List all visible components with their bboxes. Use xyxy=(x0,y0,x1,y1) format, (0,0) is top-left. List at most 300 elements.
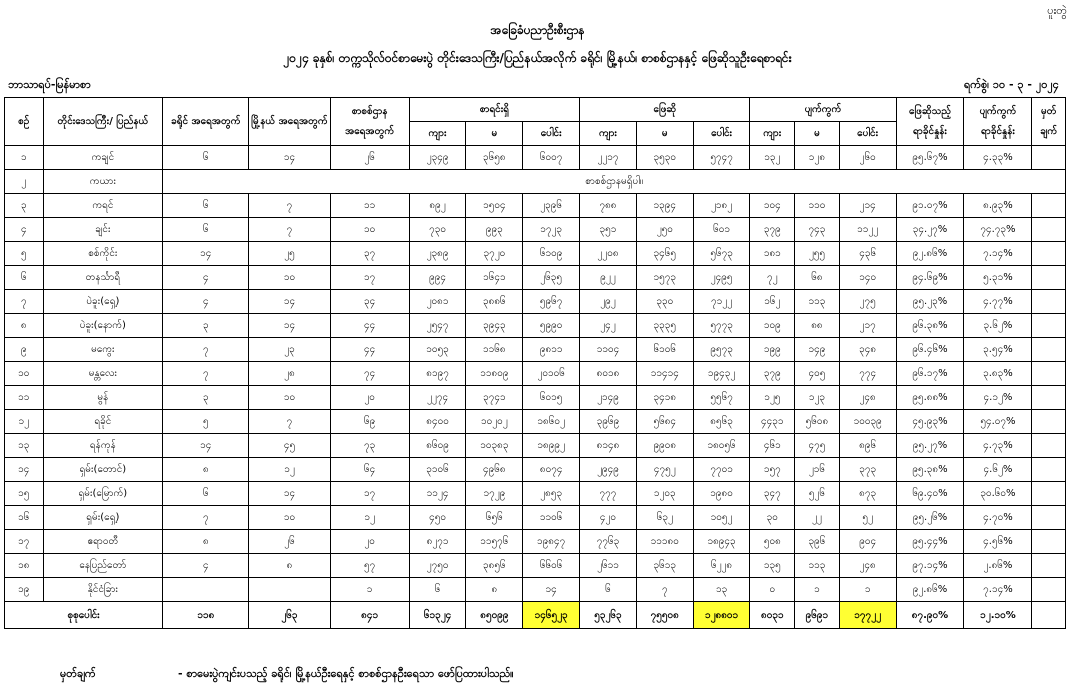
row-rm: ၈၄၀၀ xyxy=(409,410,466,434)
row-rm: ၂၂၇၄ xyxy=(409,386,466,410)
row-af: ၁၁၀ xyxy=(795,194,840,218)
row-af: ၁၁၃ xyxy=(795,290,840,314)
row-sp: ၉၅.၂၇% xyxy=(896,434,964,458)
row-ap: ၇.၁၄% xyxy=(964,242,1032,266)
row-af: ၄၀၅ xyxy=(795,362,840,386)
row-sm: ၂၂၁၇ xyxy=(580,146,637,170)
row-af: ၄၇၅ xyxy=(795,434,840,458)
row-no: ၃ xyxy=(5,194,44,218)
row-t: ၇ xyxy=(249,410,330,434)
table-row xyxy=(5,386,1066,410)
row-t: ၁၄ xyxy=(249,290,330,314)
row-t: ၂၃ xyxy=(249,338,330,362)
row-t: ၂၅ xyxy=(249,242,330,266)
page-title: အခြေခံပညာဦးစီးဌာန xyxy=(490,23,585,37)
row-remark xyxy=(1032,578,1066,602)
row-ap: ၄.၇၇% xyxy=(964,290,1032,314)
row-ap: ၄.၃၃% xyxy=(964,146,1032,170)
note-text: - စာမေးပွဲကျင်းပသည့် ခရိုင်၊ မြို့နယ်ဦးရေနှင့် စာစစ်ဌာနဦးရေသာ ဖော်ပြထားပါသည်။ xyxy=(178,667,514,680)
row-am: ၄၆၁ xyxy=(750,434,795,458)
header-absent: ပျက်ကွက် xyxy=(750,98,896,122)
page-subtitle: ၂၀၂၄ ခုနှစ်၊ တက္ကသိုလ်ဝင်စာမေးပွဲ တိုင်းဒေသကြီး/ပြည်နယ်အလိုက် ခရိုင်၊ မြို့နယ်၊ စာစစ်ဌာနနှင့် ဖြေဆိုသူဦးရေစာရင်း xyxy=(283,51,792,65)
row-rf: ၁၁၈၀၉ xyxy=(466,362,523,386)
row-am: ၃၇၉ xyxy=(750,362,795,386)
row-sm: ၁၁၀၄ xyxy=(580,338,637,362)
row-rt: ၂၃၉၆ xyxy=(523,194,580,218)
row-t: ၁၀ xyxy=(249,386,330,410)
row-t: ၁၄ xyxy=(249,314,330,338)
header-remark: မှတ် ချက် xyxy=(1032,98,1066,146)
row-af: ၃၉၆ xyxy=(795,530,840,554)
row-at: ၅၂ xyxy=(839,506,896,530)
row-rm: ၃၁၀၆ xyxy=(409,458,466,482)
row-rm: ၂၃၈၉ xyxy=(409,242,466,266)
row-region: နေပြည်တော် xyxy=(43,554,163,578)
row-d: ၆ xyxy=(163,218,249,242)
row-rt: ၁၇၂၃ xyxy=(523,218,580,242)
date-label: ရက်စွဲ၊ ၁၀ - ၃ - ၂၀၂၄ xyxy=(963,78,1059,91)
row-region: ရန်ကုန် xyxy=(43,434,163,458)
row-st: ၁၉၈၀ xyxy=(693,482,750,506)
total-reg-male: ၆၁၃၂၄ xyxy=(409,602,466,629)
row-t: ၂၆ xyxy=(249,530,330,554)
row-sm: ၂၉၂ xyxy=(580,290,637,314)
row-af: ၁၁၃ xyxy=(795,554,840,578)
row-sm: ၈၁၄၈ xyxy=(580,434,637,458)
row-sm: ၄၂၀ xyxy=(580,506,637,530)
row-sf: ၉၉၀၈ xyxy=(636,434,693,458)
row-at: ၂၁၄ xyxy=(839,194,896,218)
header-female: မ xyxy=(795,122,840,146)
total-absent-total: ၁၇၇၂၂ xyxy=(839,602,896,629)
row-no: ၁၁ xyxy=(5,386,44,410)
row-remark xyxy=(1032,194,1066,218)
row-at: ၁၁၂၂ xyxy=(839,218,896,242)
row-remark xyxy=(1032,458,1066,482)
header-district: ခရိုင် အရေအတွက် xyxy=(163,98,249,146)
row-rm: ၁၁၂၄ xyxy=(409,482,466,506)
row-at: ၉၀၄ xyxy=(839,530,896,554)
table-row xyxy=(5,314,1066,338)
row-sm: ၂၄၂ xyxy=(580,314,637,338)
row-sf: ၇ xyxy=(636,578,693,602)
row-am: ၀ xyxy=(750,578,795,602)
total-reg-female: ၈၅၀၉၉ xyxy=(466,602,523,629)
row-am: ၄၄၃၁ xyxy=(750,410,795,434)
row-d: ၁၄ xyxy=(163,434,249,458)
row-c: ၄၄ xyxy=(330,314,409,338)
row-rf: ၆၅၆ xyxy=(466,506,523,530)
row-remark xyxy=(1032,146,1066,170)
row-rf: ၈ xyxy=(466,578,523,602)
total-row xyxy=(5,602,1066,629)
row-c: ၂၀ xyxy=(330,386,409,410)
row-c: ၆၄ xyxy=(330,458,409,482)
row-t: ၁၂ xyxy=(249,458,330,482)
table-row xyxy=(5,482,1066,506)
row-rt: ၈၀၇၄ xyxy=(523,458,580,482)
row-c: ၆၉ xyxy=(330,410,409,434)
row-af: ၇၄၃ xyxy=(795,218,840,242)
row-am: ၁၆၂ xyxy=(750,290,795,314)
row-rt: ၆၀၀၇ xyxy=(523,146,580,170)
row-remark xyxy=(1032,434,1066,458)
row-af: ၁၂၈ xyxy=(795,146,840,170)
row-c: ၃၄ xyxy=(330,290,409,314)
row-no: ၁၃ xyxy=(5,434,44,458)
header-male: ကျား xyxy=(580,122,637,146)
row-sm: ၃၉၆၉ xyxy=(580,410,637,434)
row-c: ၄၄ xyxy=(330,338,409,362)
row-no: ၁၈ xyxy=(5,554,44,578)
row-am: ၁၀၄ xyxy=(750,194,795,218)
total-reg-total: ၁၄၆၅၂၃ xyxy=(523,602,580,629)
row-d: ၆ xyxy=(163,194,249,218)
row-rf: ၃၉၄၃ xyxy=(466,314,523,338)
row-af: ၁၄၉ xyxy=(795,338,840,362)
row-rm: ၆ xyxy=(409,578,466,602)
row-region: မန္တလေး xyxy=(43,362,163,386)
row-at: ၃၇၃ xyxy=(839,458,896,482)
row-region: ရှမ်း(ရှေ့) xyxy=(43,506,163,530)
row-ap: ၇၄.၇၃% xyxy=(964,218,1032,242)
row-c: ၂၀ xyxy=(330,530,409,554)
row-rt: ၅၉၆၇ xyxy=(523,290,580,314)
row-am: ၃၀ xyxy=(750,506,795,530)
row-st: ၅၇၇၃ xyxy=(693,314,750,338)
row-c: ၁၁ xyxy=(330,194,409,218)
row-rt: ၆၆၀၆ xyxy=(523,554,580,578)
row-d: ၃ xyxy=(163,314,249,338)
row-sf: ၃၄၆၅ xyxy=(636,242,693,266)
row-sp: ၉၅.၂၆% xyxy=(896,506,964,530)
row-rf: ၁၆၄၁ xyxy=(466,266,523,290)
total-district: ၁၁၈ xyxy=(163,602,249,629)
row-at: ၈၇၃ xyxy=(839,482,896,506)
row-ap: ၅.၃၁% xyxy=(964,266,1032,290)
row-sf: ၁၅၇၃ xyxy=(636,266,693,290)
row-ap: ၃.၅၄% xyxy=(964,338,1032,362)
row-st: ၂၁၈၂ xyxy=(693,194,750,218)
row-st: ၅၆၇၃ xyxy=(693,242,750,266)
row-remark xyxy=(1032,242,1066,266)
row-sp: ၆၉.၄၀% xyxy=(896,482,964,506)
row-ap: ၇.၁၄% xyxy=(964,578,1032,602)
header-male: ကျား xyxy=(750,122,795,146)
row-sm: ၉၂၂ xyxy=(580,266,637,290)
row-af: ၂၁၆ xyxy=(795,458,840,482)
row-d: ၈ xyxy=(163,458,249,482)
row-sp: ၉၂.၈၆% xyxy=(896,578,964,602)
row-c: ၇၄ xyxy=(330,362,409,386)
row-am: ၁၂၅ xyxy=(750,386,795,410)
table-row xyxy=(5,218,1066,242)
row-c: ၁၇ xyxy=(330,482,409,506)
header-sat: ဖြေဆို xyxy=(580,98,750,122)
row-st: ၂၄၉၅ xyxy=(693,266,750,290)
row-st: ၁၀၅၂ xyxy=(693,506,750,530)
row-at: ၂၁၇ xyxy=(839,314,896,338)
row-sf: ၅၆၈၄ xyxy=(636,410,693,434)
row-sf: ၆၁၀၆ xyxy=(636,338,693,362)
row-sf: ၁၁၄၁၄ xyxy=(636,362,693,386)
row-c: ၁ xyxy=(330,578,409,602)
row-sm: ၃၅၁ xyxy=(580,218,637,242)
header-registered: စာရင်းရှိ xyxy=(409,98,579,122)
row-no: ၁ xyxy=(5,146,44,170)
table-body xyxy=(5,146,1066,602)
header-no: စဉ် xyxy=(5,98,44,146)
table-row xyxy=(5,434,1066,458)
row-rm: ၈၆၀၉ xyxy=(409,434,466,458)
row-t xyxy=(249,578,330,602)
row-at: ၂၄၈ xyxy=(839,386,896,410)
row-sf: ၃၃၀ xyxy=(636,290,693,314)
row-am: ၁၀၉ xyxy=(750,314,795,338)
total-township: ၂၆၃ xyxy=(249,602,330,629)
row-no: ၁၆ xyxy=(5,506,44,530)
row-d: ၄ xyxy=(163,266,249,290)
total-absent-male: ၈၀၃၁ xyxy=(750,602,795,629)
row-st: ၁၉၄၃၂ xyxy=(693,362,750,386)
row-sm: ၂၁၄၉ xyxy=(580,386,637,410)
row-d: ၇ xyxy=(163,506,249,530)
total-absent-pct: ၁၂.၁၀% xyxy=(964,602,1032,629)
row-ap: ၃.၆၂% xyxy=(964,314,1032,338)
row-sp: ၃၄.၂၇% xyxy=(896,218,964,242)
row-remark xyxy=(1032,410,1066,434)
row-ap: ၂.၈၆% xyxy=(964,554,1032,578)
row-sm: ၇၈၈ xyxy=(580,194,637,218)
row-af: ၅၆၀၈ xyxy=(795,410,840,434)
data-table xyxy=(4,97,1066,629)
row-remark xyxy=(1032,218,1066,242)
row-rf: ၁၀၃၈၃ xyxy=(466,434,523,458)
row-sp: ၉၁.၀၇% xyxy=(896,194,964,218)
row-rt: ၁၈၆၀၂ xyxy=(523,410,580,434)
row-sf: ၃၃၃၅ xyxy=(636,314,693,338)
total-sat-pct: ၈၇.၉၀% xyxy=(896,602,964,629)
header-total: ပေါင်း xyxy=(839,122,896,146)
row-no: ၁၂ xyxy=(5,410,44,434)
row-am: ၁၅၇ xyxy=(750,458,795,482)
row-region: စစ်ကိုင်း xyxy=(43,242,163,266)
row-region: ရှမ်း(မြောက်) xyxy=(43,482,163,506)
row-af: ၁ xyxy=(795,578,840,602)
row-region: ချင်း xyxy=(43,218,163,242)
row-no: ၁၉ xyxy=(5,578,44,602)
row-sf: ၁၃၉၄ xyxy=(636,194,693,218)
row-rt: ၂၀၁၀၆ xyxy=(523,362,580,386)
row-t: ၇ xyxy=(249,194,330,218)
row-sp: ၄၅.၉၃% xyxy=(896,410,964,434)
row-remark xyxy=(1032,266,1066,290)
row-st: ၈၅၆၃ xyxy=(693,410,750,434)
row-empty-note: စာစစ်ဌာနမရှိပါ။ xyxy=(163,170,1066,194)
row-region: ဧရာဝတီ xyxy=(43,530,163,554)
row-sp: ၉၅.၃၈% xyxy=(896,458,964,482)
row-rt: ၁၉၈၄၇ xyxy=(523,530,580,554)
header-region: တိုင်းဒေသကြီး/ ပြည်နယ် xyxy=(43,98,163,146)
row-c: ၁၀ xyxy=(330,218,409,242)
row-d: ၃ xyxy=(163,386,249,410)
row-remark xyxy=(1032,386,1066,410)
row-d: ၆ xyxy=(163,482,249,506)
row-sp: ၉၇.၁၄% xyxy=(896,554,964,578)
table-row xyxy=(5,242,1066,266)
row-at: ၂၆၀ xyxy=(839,146,896,170)
row-ap: ၄.၇၀% xyxy=(964,506,1032,530)
row-st: ၁၈၉၄၃ xyxy=(693,530,750,554)
row-rm: ၈၂၇၁ xyxy=(409,530,466,554)
row-at: ၃၄၈ xyxy=(839,338,896,362)
row-no: ၂ xyxy=(5,170,44,194)
row-t: ၁၄ xyxy=(249,146,330,170)
row-sp: ၉၂.၈၆% xyxy=(896,242,964,266)
row-am: ၃၄၇ xyxy=(750,482,795,506)
row-sp: ၉၆.၁၇% xyxy=(896,362,964,386)
row-ap: ၄.၆၂% xyxy=(964,458,1032,482)
row-am: ၁၉၉ xyxy=(750,338,795,362)
table-row xyxy=(5,530,1066,554)
row-sm: ၈၀၁၈ xyxy=(580,362,637,386)
row-sp: ၉၄.၆၉% xyxy=(896,266,964,290)
row-rt: ၁၄ xyxy=(523,578,580,602)
row-d: ၆ xyxy=(163,146,249,170)
row-af: ၂၅၅ xyxy=(795,242,840,266)
row-sm: ၂၂၀၈ xyxy=(580,242,637,266)
row-at: ၁၄၀ xyxy=(839,266,896,290)
row-at: ၁ xyxy=(839,578,896,602)
table-row xyxy=(5,290,1066,314)
row-sp: ၉၆.၄၆% xyxy=(896,338,964,362)
row-rm: ၂၀၈၁ xyxy=(409,290,466,314)
total-sat-female: ၇၅၅၀၈ xyxy=(636,602,693,629)
row-rf: ၁၀၂၀၂ xyxy=(466,410,523,434)
row-sm: ၆ xyxy=(580,578,637,602)
row-rt: ၂၈၅၃ xyxy=(523,482,580,506)
row-d: ၈ xyxy=(163,530,249,554)
row-region: ကရင် xyxy=(43,194,163,218)
row-rm: ၄၅၀ xyxy=(409,506,466,530)
row-sf: ၂၅၀ xyxy=(636,218,693,242)
table-row xyxy=(5,458,1066,482)
total-label: စုစုပေါင်း xyxy=(5,602,163,629)
row-region: ရှမ်း(တောင်) xyxy=(43,458,163,482)
row-no: ၈ xyxy=(5,314,44,338)
table-row xyxy=(5,410,1066,434)
row-no: ၁၄ xyxy=(5,458,44,482)
footnote xyxy=(60,667,514,683)
row-rf: ၃၇၂၀ xyxy=(466,242,523,266)
row-rt: ၂၆၃၅ xyxy=(523,266,580,290)
row-st: ၆၂၂၈ xyxy=(693,554,750,578)
row-no: ၆ xyxy=(5,266,44,290)
row-ap: ၈.၉၃% xyxy=(964,194,1032,218)
row-t: ၁၀ xyxy=(249,266,330,290)
row-af: ၈၈ xyxy=(795,314,840,338)
table-row xyxy=(5,146,1066,170)
row-d xyxy=(163,578,249,602)
row-rm: ၈၁၉၇ xyxy=(409,362,466,386)
row-d: ၄ xyxy=(163,554,249,578)
row-sf: ၁၂၀၃ xyxy=(636,482,693,506)
total-sat-male: ၅၃၂၆၃ xyxy=(580,602,637,629)
row-rf: ၃၇၄၁ xyxy=(466,386,523,410)
row-rf: ၁၁၅၇၆ xyxy=(466,530,523,554)
row-at: ၇၇၄ xyxy=(839,362,896,386)
row-at: ၄၃၆ xyxy=(839,242,896,266)
row-t: ၇ xyxy=(249,218,330,242)
row-rm: ၂၃၄၉ xyxy=(409,146,466,170)
row-rf: ၄၉၆၈ xyxy=(466,458,523,482)
table-row xyxy=(5,554,1066,578)
row-sp: ၉၅.၈၈% xyxy=(896,386,964,410)
row-sm: ၂၉၄၉ xyxy=(580,458,637,482)
row-region: မွန် xyxy=(43,386,163,410)
row-no: ၅ xyxy=(5,242,44,266)
row-am: ၃၇၉ xyxy=(750,218,795,242)
row-c: ၅၇ xyxy=(330,554,409,578)
row-remark xyxy=(1032,338,1066,362)
row-sf: ၄၇၅၂ xyxy=(636,458,693,482)
row-t: ၈ xyxy=(249,554,330,578)
row-d: ၇ xyxy=(163,362,249,386)
row-ap: ၃.၈၃% xyxy=(964,362,1032,386)
header-total: ပေါင်း xyxy=(693,122,750,146)
row-remark xyxy=(1032,506,1066,530)
row-rt: ၅၉၉၀ xyxy=(523,314,580,338)
row-rm: ၇၃၀ xyxy=(409,218,466,242)
row-rm: ၂၅၄၇ xyxy=(409,314,466,338)
header-township: မြို့နယ် အရေအတွက် xyxy=(249,98,330,146)
row-rf: ၃၆၅၈ xyxy=(466,146,523,170)
row-st: ၇၇၀၁ xyxy=(693,458,750,482)
row-ap: ၄.၅၆% xyxy=(964,530,1032,554)
header-total: ပေါင်း xyxy=(523,122,580,146)
row-at: ၂၇၅ xyxy=(839,290,896,314)
row-at: ၂၄၈ xyxy=(839,554,896,578)
row-region: ကယား xyxy=(43,170,163,194)
row-remark xyxy=(1032,554,1066,578)
row-at: ၈၉၆ xyxy=(839,434,896,458)
row-no: ၁၅ xyxy=(5,482,44,506)
row-sf: ၃၄၁၈ xyxy=(636,386,693,410)
row-region: ပဲခူး(နောက်) xyxy=(43,314,163,338)
row-sf: ၁၁၁၈၀ xyxy=(636,530,693,554)
row-region: ပဲခူး(ရှေ့) xyxy=(43,290,163,314)
row-rm: ၈၉၂ xyxy=(409,194,466,218)
row-sp: ၉၅.၂၃% xyxy=(896,290,964,314)
row-am: ၇၂ xyxy=(750,266,795,290)
note-label: မှတ်ချက် xyxy=(60,667,96,680)
row-af: ၁၂၃ xyxy=(795,386,840,410)
row-st: ၇၁၂၂ xyxy=(693,290,750,314)
row-region: ကချင် xyxy=(43,146,163,170)
table-row xyxy=(5,170,1066,194)
row-af: ၆၈ xyxy=(795,266,840,290)
total-absent-female: ၉၆၉၁ xyxy=(795,602,840,629)
header-center: စာစစ်ဌာန အရေအတွက် xyxy=(330,98,409,146)
row-ap: ၅၄.၀၇% xyxy=(964,410,1032,434)
header-female: မ xyxy=(636,122,693,146)
table-row xyxy=(5,338,1066,362)
total-center: ၈၄၁ xyxy=(330,602,409,629)
row-c: ၂၆ xyxy=(330,146,409,170)
row-c: ၃၇ xyxy=(330,242,409,266)
row-sm: ၂၆၁၁ xyxy=(580,554,637,578)
row-no: ၁၀ xyxy=(5,362,44,386)
